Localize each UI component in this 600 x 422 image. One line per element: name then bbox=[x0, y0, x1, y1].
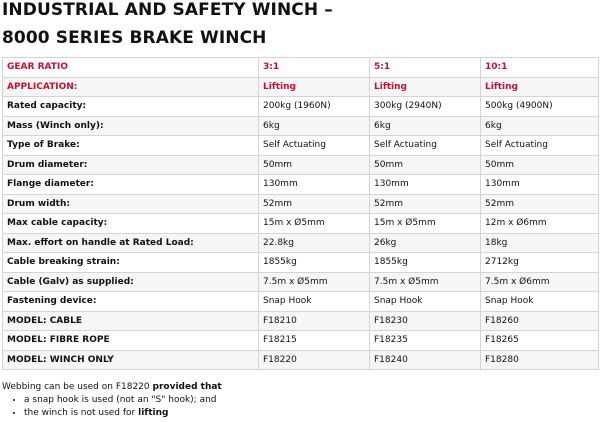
value-cell: 130mm bbox=[259, 175, 370, 195]
table-row bbox=[3, 350, 599, 370]
note-condition-item bbox=[24, 394, 222, 407]
value-cell: 50mm bbox=[370, 155, 481, 175]
value-cell: F18280 bbox=[481, 350, 599, 370]
value-cell: Snap Hook bbox=[481, 292, 599, 312]
row-label-cell: Max. effort on handle at Rated Load: bbox=[3, 233, 259, 253]
row-label-cell: Type of Brake: bbox=[3, 136, 259, 156]
note-condition-item bbox=[24, 407, 222, 420]
table-header-row bbox=[3, 77, 599, 97]
value-cell: 200kg (1960N) bbox=[259, 97, 370, 117]
row-label-cell: Max cable capacity: bbox=[3, 214, 259, 234]
value-cell: 52mm bbox=[481, 194, 599, 214]
table-row bbox=[3, 331, 599, 351]
row-label-cell: Cable (Galv) as supplied: bbox=[3, 272, 259, 292]
row-label-cell: MODEL: CABLE bbox=[3, 311, 259, 331]
value-cell: 15m x Ø5mm bbox=[370, 214, 481, 234]
value-cell: Self Actuating bbox=[481, 136, 599, 156]
value-cell: Lifting bbox=[259, 77, 370, 97]
value-cell: F18265 bbox=[481, 331, 599, 351]
value-cell: 52mm bbox=[259, 194, 370, 214]
value-cell: F18235 bbox=[370, 331, 481, 351]
value-cell: F18220 bbox=[259, 350, 370, 370]
webbing-note bbox=[2, 381, 222, 420]
value-cell: 7.5m x Ø5mm bbox=[370, 272, 481, 292]
table-row bbox=[3, 311, 599, 331]
table-row bbox=[3, 194, 599, 214]
table-row bbox=[3, 116, 599, 136]
value-cell: F18260 bbox=[481, 311, 599, 331]
value-cell: Self Actuating bbox=[259, 136, 370, 156]
row-label-cell: APPLICATION: bbox=[3, 77, 259, 97]
row-label-cell: MODEL: WINCH ONLY bbox=[3, 350, 259, 370]
value-cell: 6kg bbox=[481, 116, 599, 136]
table-row bbox=[3, 175, 599, 195]
value-cell: F18240 bbox=[370, 350, 481, 370]
value-cell: 22.8kg bbox=[259, 233, 370, 253]
row-label-cell: Drum width: bbox=[3, 194, 259, 214]
value-cell: F18230 bbox=[370, 311, 481, 331]
row-label-cell: Drum diameter: bbox=[3, 155, 259, 175]
row-label-cell: Mass (Winch only): bbox=[3, 116, 259, 136]
value-cell: 300kg (2940N) bbox=[370, 97, 481, 117]
note-condition-text: the winch is not used for bbox=[24, 408, 136, 418]
value-cell: 130mm bbox=[370, 175, 481, 195]
value-cell: 500kg (4900N) bbox=[481, 97, 599, 117]
row-label-cell: Cable breaking strain: bbox=[3, 253, 259, 273]
note-intro-text: Webbing can be used on F18220 bbox=[2, 382, 150, 392]
value-cell: F18215 bbox=[259, 331, 370, 351]
value-cell: 130mm bbox=[481, 175, 599, 195]
row-label-cell: GEAR RATIO bbox=[3, 58, 259, 78]
value-cell: Snap Hook bbox=[259, 292, 370, 312]
note-conditions-list bbox=[2, 394, 222, 420]
table-row bbox=[3, 233, 599, 253]
value-cell: Self Actuating bbox=[370, 136, 481, 156]
row-label-cell: Flange diameter: bbox=[3, 175, 259, 195]
value-cell: Lifting bbox=[481, 77, 599, 97]
table-row bbox=[3, 272, 599, 292]
value-cell: 1855kg bbox=[259, 253, 370, 273]
table-row bbox=[3, 97, 599, 117]
value-cell: 6kg bbox=[370, 116, 481, 136]
row-label-cell: Rated capacity: bbox=[3, 97, 259, 117]
row-label-cell: Fastening device: bbox=[3, 292, 259, 312]
value-cell: 50mm bbox=[259, 155, 370, 175]
value-cell: F18210 bbox=[259, 311, 370, 331]
value-cell: 18kg bbox=[481, 233, 599, 253]
spec-table bbox=[2, 57, 599, 370]
row-label-cell: MODEL: FIBRE ROPE bbox=[3, 331, 259, 351]
table-header-row bbox=[3, 58, 599, 78]
table-row bbox=[3, 253, 599, 273]
value-cell: 7.5m x Ø6mm bbox=[481, 272, 599, 292]
value-cell: 6kg bbox=[259, 116, 370, 136]
value-cell: 52mm bbox=[370, 194, 481, 214]
page-title-line-2: 8000 SERIES BRAKE WINCH bbox=[2, 28, 267, 48]
value-cell: 3:1 bbox=[259, 58, 370, 78]
value-cell: 1855kg bbox=[370, 253, 481, 273]
value-cell: 26kg bbox=[370, 233, 481, 253]
value-cell: 5:1 bbox=[370, 58, 481, 78]
value-cell: 12m x Ø6mm bbox=[481, 214, 599, 234]
page-title-line-1: INDUSTRIAL AND SAFETY WINCH – bbox=[2, 0, 333, 20]
table-row bbox=[3, 155, 599, 175]
value-cell: 7.5m x Ø5mm bbox=[259, 272, 370, 292]
value-cell: 2712kg bbox=[481, 253, 599, 273]
table-row bbox=[3, 214, 599, 234]
note-condition-text: a snap hook is used (not an "S" hook); and bbox=[24, 395, 217, 405]
table-row bbox=[3, 292, 599, 312]
value-cell: 50mm bbox=[481, 155, 599, 175]
note-condition-bold: lifting bbox=[138, 408, 169, 418]
value-cell: 10:1 bbox=[481, 58, 599, 78]
value-cell: Snap Hook bbox=[370, 292, 481, 312]
note-intro bbox=[2, 381, 222, 394]
value-cell: 15m x Ø5mm bbox=[259, 214, 370, 234]
table-row bbox=[3, 136, 599, 156]
value-cell: Lifting bbox=[370, 77, 481, 97]
note-intro-bold: provided that bbox=[152, 382, 222, 392]
